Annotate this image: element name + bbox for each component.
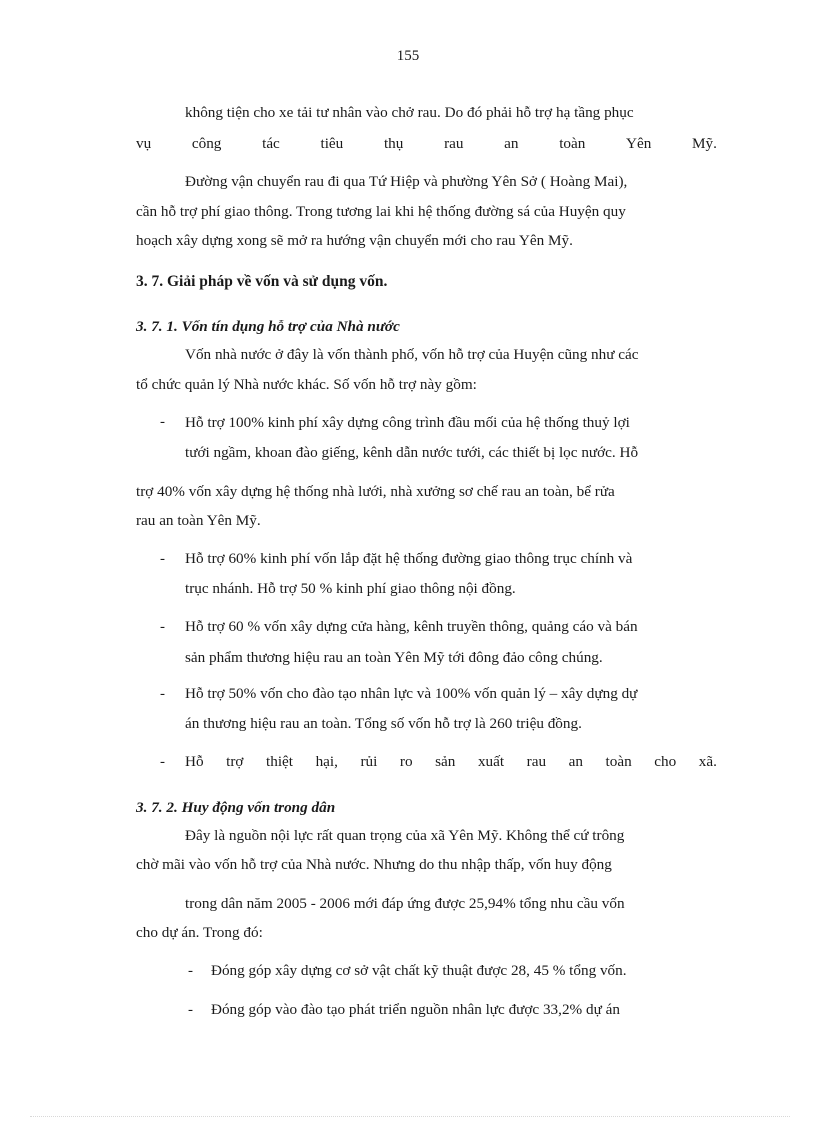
word: thụ — [383, 135, 404, 152]
word: xã. — [698, 753, 717, 770]
paragraph-line: Đây là nguồn nội lực rất quan trọng của xã Yên Mỹ. Không thể cứ trông — [185, 827, 625, 844]
bullet-dash: - — [160, 619, 165, 635]
word: vụ — [136, 135, 152, 152]
subsection-heading: 3. 7. 1. Vốn tín dụng hỗ trợ của Nhà nước — [136, 318, 400, 335]
word: rủi — [360, 753, 378, 770]
subsection-heading: 3. 7. 2. Huy động vốn trong dân — [136, 799, 336, 816]
bullet-line: Hỗ trợ 60 % vốn xây dựng cửa hàng, kênh truyền thông, quảng cáo và bán — [185, 618, 638, 635]
paragraph-line: Đường vận chuyển rau đi qua Tứ Hiệp và phường Yên Sở ( Hoàng Mai), — [185, 173, 628, 190]
word: ro — [399, 753, 413, 770]
word: an — [504, 135, 519, 152]
paragraph-line: chờ mãi vào vốn hỗ trợ của Nhà nước. Nhưng do thu nhập thấp, vốn huy động — [136, 856, 612, 873]
paragraph-line: cho dự án. Trong đó: — [136, 924, 263, 941]
bullet-dash: - — [188, 1002, 193, 1018]
paragraph-line: hoạch xây dựng xong sẽ mở ra hướng vận chuyển mới cho rau Yên Mỹ. — [136, 232, 573, 249]
word: xuất — [477, 753, 505, 770]
justified-line — [136, 134, 717, 154]
word: Mỹ. — [692, 135, 717, 152]
word: tác — [262, 135, 280, 152]
bullet-line: Đóng góp vào đào tạo phát triển nguồn nhân lực được 33,2% dự án — [211, 1001, 620, 1018]
word: sản — [435, 753, 456, 770]
word: hại, — [315, 753, 338, 770]
word: công — [191, 135, 222, 152]
word: cho — [654, 753, 677, 770]
paragraph-line: trong dân năm 2005 - 2006 mới đáp ứng được 25,94% tổng nhu cầu vốn — [185, 895, 625, 912]
word: toàn — [559, 135, 586, 152]
bullet-line: rau an toàn Yên Mỹ. — [136, 512, 261, 529]
word: tiêu — [320, 135, 344, 152]
word: rau — [444, 135, 464, 152]
paragraph-line: không tiện cho xe tải tư nhân vào chở rau. Do đó phải hỗ trợ hạ tầng phục — [185, 104, 634, 121]
bullet-line: trợ 40% vốn xây dựng hệ thống nhà lưới, nhà xưởng sơ chế rau an toàn, bể rửa — [136, 483, 615, 500]
bullet-dash: - — [188, 963, 193, 979]
word: Hỗ — [185, 753, 204, 770]
page-bottom-border — [30, 1116, 790, 1117]
bullet-line: tưới ngầm, khoan đào giếng, kênh dẫn nước tưới, các thiết bị lọc nước. Hỗ — [185, 444, 639, 461]
bullet-line: sản phẩm thương hiệu rau an toàn Yên Mỹ tới đông đảo công chúng. — [185, 649, 603, 666]
bullet-line: Hỗ trợ 100% kinh phí xây dựng công trình đầu mối của hệ thống thuỷ lợi — [185, 414, 630, 431]
paragraph-line: Vốn nhà nước ở đây là vốn thành phố, vốn hỗ trợ của Huyện cũng như các — [185, 346, 639, 363]
bullet-dash: - — [160, 754, 165, 770]
page-number: 155 — [396, 48, 420, 64]
bullet-dash: - — [160, 686, 165, 702]
word: an — [568, 753, 583, 770]
paragraph-line: tổ chức quản lý Nhà nước khác. Số vốn hỗ trợ này gồm: — [136, 376, 477, 393]
bullet-line: án thương hiệu rau an toàn. Tổng số vốn hỗ trợ là 260 triệu đồng. — [185, 715, 582, 732]
bullet-line: Đóng góp xây dựng cơ sở vật chất kỹ thuật được 28, 45 % tổng vốn. — [211, 962, 627, 979]
word: trợ — [226, 753, 244, 770]
paragraph-line: cần hỗ trợ phí giao thông. Trong tương lai khi hệ thống đường sá của Huyện quy — [136, 203, 626, 220]
word: Yên — [626, 135, 652, 152]
section-heading: 3. 7. Giải pháp về vốn và sử dụng vốn. — [136, 273, 388, 290]
bullet-dash: - — [160, 414, 165, 430]
word: toàn — [605, 753, 632, 770]
word: thiệt — [266, 753, 293, 770]
bullet-line: Hỗ trợ 60% kinh phí vốn lắp đặt hệ thống đường giao thông trục chính và — [185, 550, 633, 567]
bullet-dash: - — [160, 551, 165, 567]
word: rau — [526, 753, 547, 770]
justified-line — [185, 752, 717, 772]
bullet-line: trục nhánh. Hỗ trợ 50 % kinh phí giao thông nội đồng. — [185, 580, 516, 597]
bullet-line: Hỗ trợ 50% vốn cho đào tạo nhân lực và 100% vốn quản lý – xây dựng dự — [185, 685, 638, 702]
